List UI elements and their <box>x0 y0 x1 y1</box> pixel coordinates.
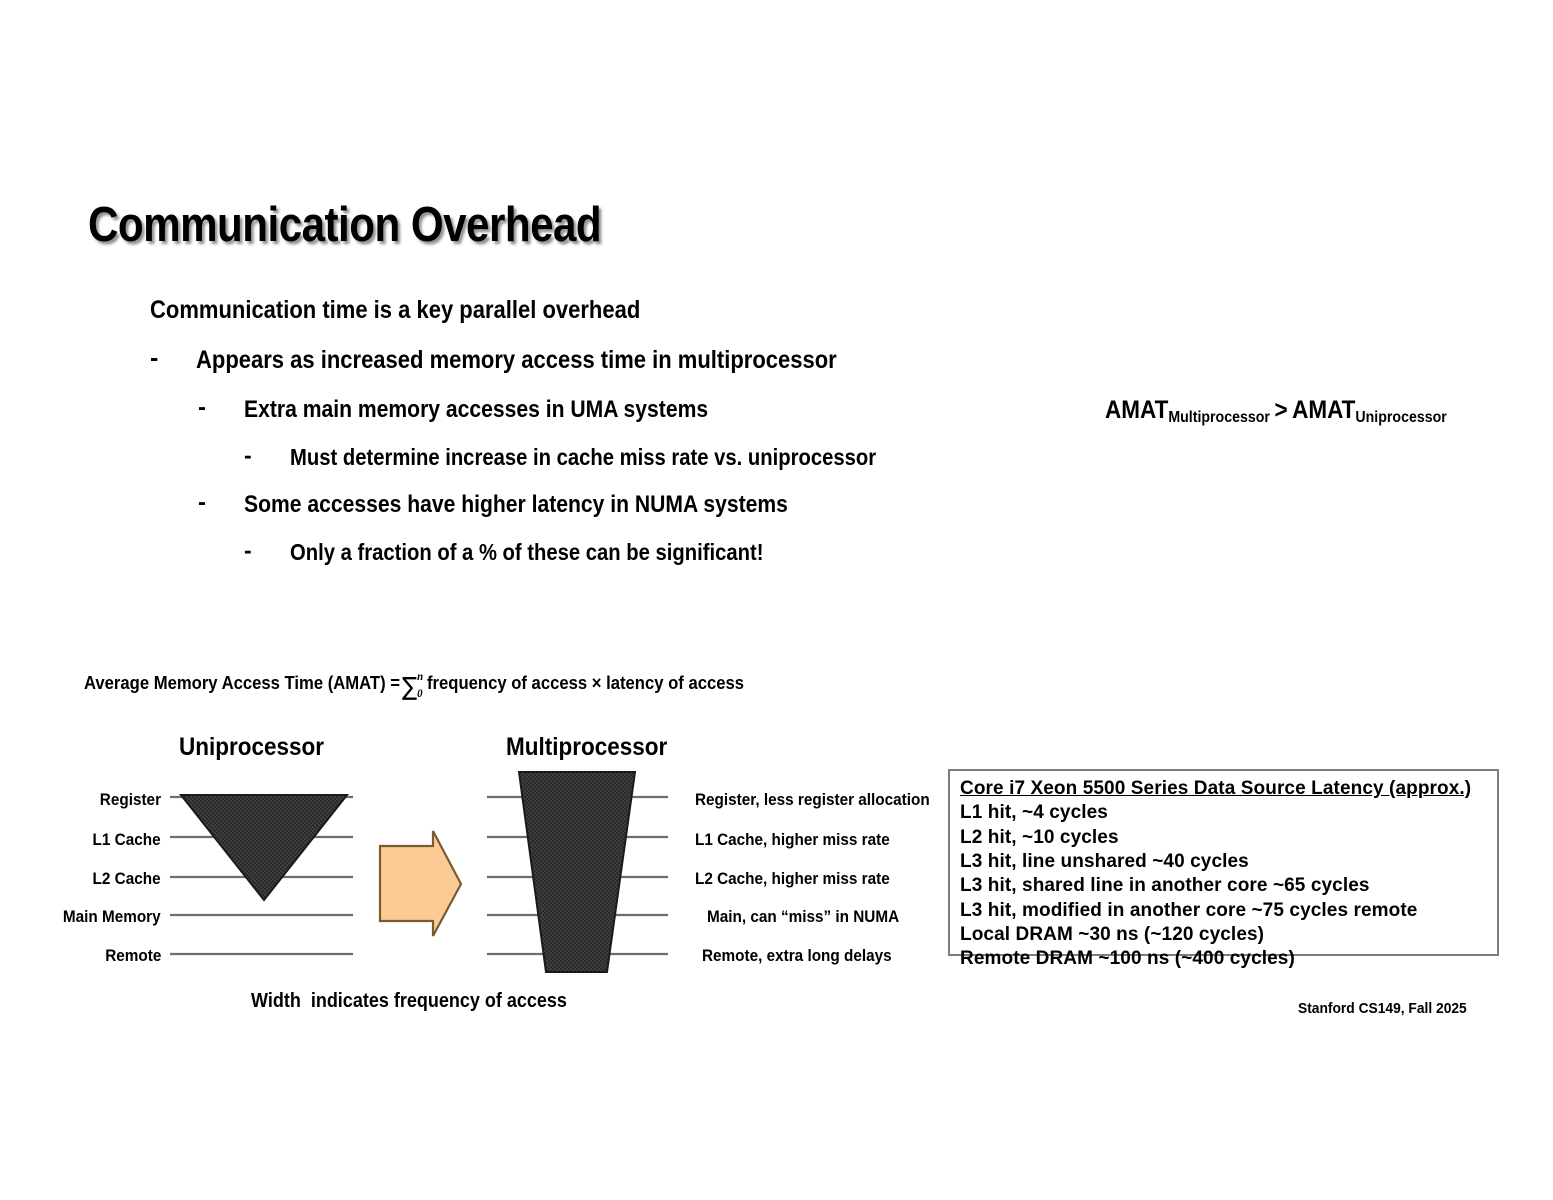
latency-row: Remote DRAM ~100 ns (~400 cycles) <box>960 948 1295 970</box>
latency-row: L3 hit, modified in another core ~75 cycles remote <box>960 899 1418 921</box>
latency-reference-box <box>948 769 1499 970</box>
latency-row: L3 hit, shared line in another core ~65 cycles <box>960 875 1370 897</box>
annotation-main-memory: Main, can “miss” in NUMA <box>707 907 900 926</box>
bullet-dash-marker: - <box>244 442 252 468</box>
bullet-level2 <box>150 491 1270 519</box>
bullet-text: Extra main memory accesses in UMA systems <box>244 396 709 423</box>
amat-formula-prefix: Average Memory Access Time (AMAT) = <box>84 672 401 693</box>
latency-row: L3 hit, line unshared ~40 cycles <box>960 850 1249 872</box>
amat-subscript-left: Multiprocessor <box>1168 409 1270 426</box>
latency-box-title: Core i7 Xeon 5500 Series Data Source Latency (approx.) <box>960 778 1472 799</box>
sigma-upper-limit: n <box>417 669 424 684</box>
bullet-text: Appears as increased memory access time in multiprocessor <box>196 346 837 374</box>
sigma-glyph: ∑ <box>401 672 417 702</box>
bullet-dash-marker: - <box>198 394 206 421</box>
annotation-l2-cache: L2 Cache, higher miss rate <box>695 869 890 888</box>
bullet-dash-marker: - <box>244 537 252 563</box>
latency-row: L2 hit, ~10 cycles <box>960 826 1119 848</box>
latency-row: Local DRAM ~30 ns (~120 cycles) <box>960 923 1265 945</box>
level-label-remote: Remote <box>104 946 161 965</box>
multiprocessor-funnel <box>519 772 635 972</box>
amat-formula-term-latency: latency of access <box>606 672 745 693</box>
amat-definition-formula <box>84 669 745 702</box>
transition-arrow-icon <box>380 831 461 936</box>
bullet-level1 <box>150 346 1270 375</box>
annotation-register: Register, less register allocation <box>695 790 930 809</box>
multiplication-sign: × <box>591 672 602 693</box>
bullet-list <box>150 296 1270 586</box>
level-label-l2-cache: L2 Cache <box>92 869 161 888</box>
multiprocessor-level-rules <box>487 797 668 954</box>
bullet-text: Must determine increase in cache miss rate vs. uniprocessor <box>290 444 877 470</box>
amat-subscript-right: Uniprocessor <box>1355 409 1447 426</box>
uniprocessor-heading: Uniprocessor <box>179 733 325 761</box>
bullet-level3 <box>150 539 1270 566</box>
bullet-level3 <box>150 444 1270 471</box>
annotation-remote: Remote, extra long delays <box>702 946 892 965</box>
uniprocessor-level-rules <box>170 797 353 954</box>
sigma-lower-limit: 0 <box>417 686 423 701</box>
bullet-level0 <box>150 296 1270 325</box>
bullet-text: Communication time is a key parallel overhead <box>150 296 641 324</box>
bullet-text: Some accesses have higher latency in NUMA systems <box>244 491 788 518</box>
slide-footer: Stanford CS149, Fall 2025 <box>1298 1000 1467 1017</box>
level-label-register: Register <box>99 790 161 809</box>
latency-row: L1 hit, ~4 cycles <box>960 802 1108 824</box>
bullet-dash-marker: - <box>198 489 206 516</box>
uniprocessor-funnel <box>181 795 347 900</box>
summation-symbol <box>401 669 425 702</box>
multiprocessor-heading: Multiprocessor <box>506 733 668 761</box>
amat-uniprocessor-term <box>1292 396 1447 424</box>
amat-inequality <box>1105 396 1447 425</box>
bullet-text: Only a fraction of a % of these can be significant! <box>290 539 764 565</box>
amat-multiprocessor-term <box>1105 396 1270 424</box>
amat-formula-term-frequency: frequency of access <box>427 672 588 693</box>
greater-than-operator: > <box>1274 396 1288 424</box>
annotation-l1-cache: L1 Cache, higher miss rate <box>695 830 890 849</box>
page-title: Communication Overhead <box>88 198 602 252</box>
level-label-l1-cache: L1 Cache <box>92 830 161 849</box>
amat-base-right: AMAT <box>1292 396 1356 424</box>
bullet-level2 <box>150 396 1270 424</box>
level-label-main-memory: Main Memory <box>63 907 161 926</box>
bullet-dash-marker: - <box>150 344 159 372</box>
amat-base-left: AMAT <box>1105 396 1169 424</box>
diagram-caption: Width indicates frequency of access <box>251 990 567 1012</box>
